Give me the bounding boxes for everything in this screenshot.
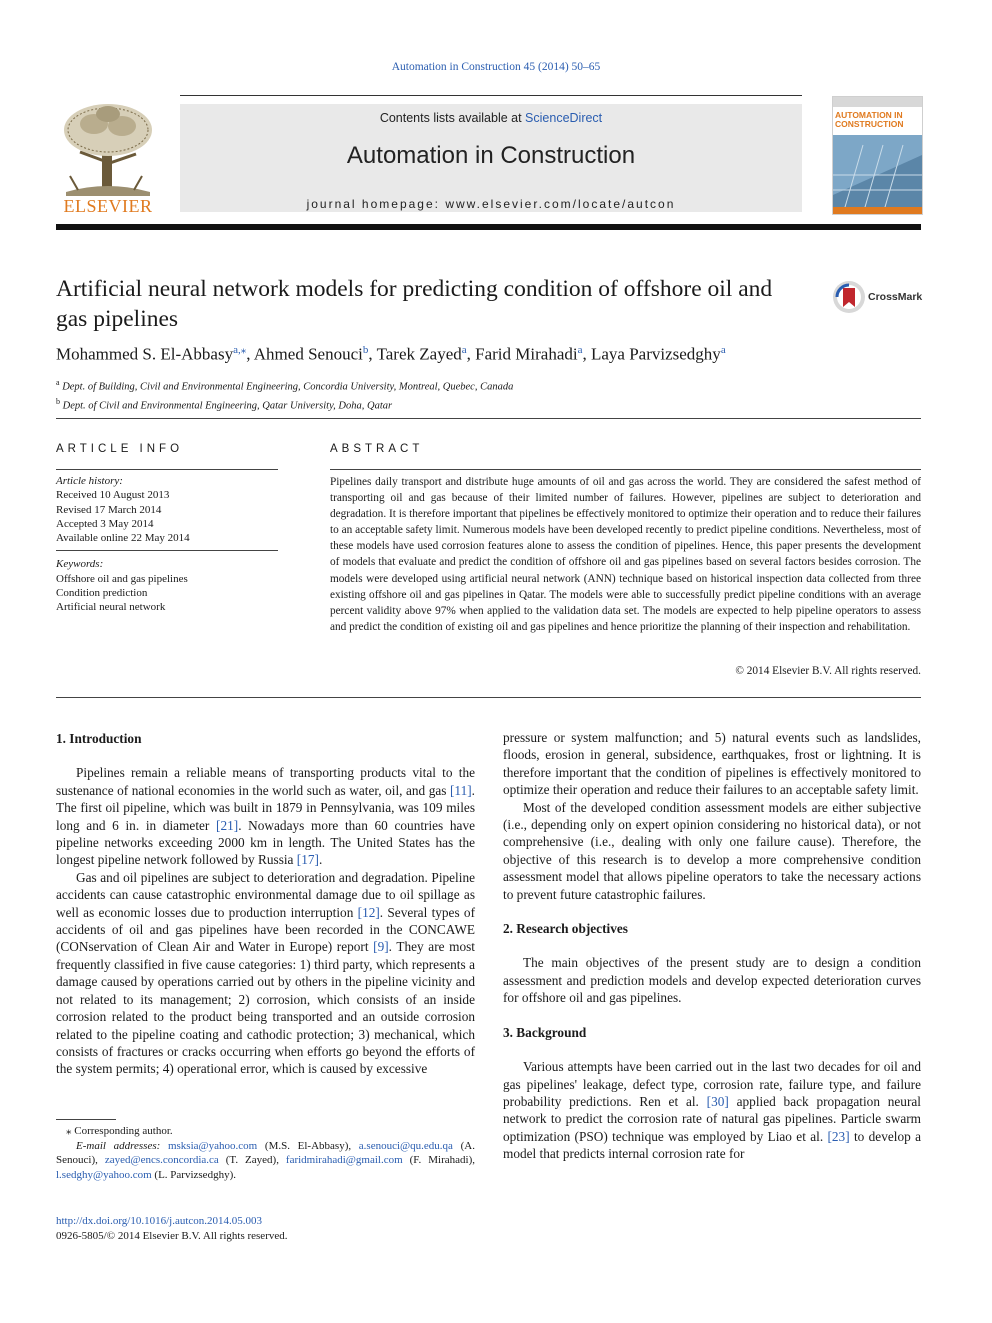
author-affiliation-mark[interactable]: a,⁎ (233, 344, 247, 356)
journal-cover (832, 96, 923, 215)
paragraph: The main objectives of the present study are to design a condition assessment and prediction models and develop expected deterioration curves for offshore oil and gas pipelines. (503, 955, 921, 1006)
text-run: applied back propagation neural network to predict the corrosion rate of natural gas pipelines. Particle swarm optimization (PSO) technique was employed by Liao et al. (503, 1093, 921, 1144)
email-label: E-mail addresses: (76, 1139, 168, 1152)
affiliation-mark: a (56, 378, 60, 387)
info-rule (56, 469, 278, 470)
crossmark-icon (832, 280, 866, 314)
keyword-item: Artificial neural network (56, 601, 166, 614)
contents-prefix: Contents lists available at (379, 111, 526, 125)
elsevier-logo (56, 100, 160, 215)
author-name: Mohammed S. El-Abbasy (56, 344, 234, 364)
text-run: Pipelines remain a reliable means of transporting products vital to the sustenance of national economies in the world such as water, oil, and gas (56, 765, 475, 798)
abstract-divider (56, 697, 921, 698)
paragraph (503, 1058, 921, 1162)
cover-title-line2: CONSTRUCTION (835, 119, 904, 129)
author-affiliation-mark[interactable]: b (362, 344, 369, 356)
doi-link[interactable]: http://dx.doi.org/10.1016/j.autcon.2014.05.003 (56, 1215, 263, 1227)
text-run: to develop a model that predicts internal corrosion rate for (503, 1128, 921, 1162)
footnote-rule (56, 1119, 116, 1120)
elsevier-wordmark: ELSEVIER (63, 196, 153, 216)
email-owner: (F. Mirahadi), (402, 1154, 475, 1167)
affiliation-mark: b (56, 396, 60, 406)
sciencedirect-link[interactable]: ScienceDirect (525, 111, 603, 125)
email-link[interactable]: zayed@encs.concordia.ca (104, 1154, 219, 1167)
keyword-item: Condition prediction (56, 587, 148, 600)
text-run: . The first oil pipeline, which was built in 1879 in Pennsylvania, was 109 miles long and 6 in. in diameter (56, 782, 475, 833)
email-link[interactable]: l.sedghy@yahoo.com (56, 1169, 152, 1182)
contents-line (180, 111, 802, 125)
author-affiliation-mark[interactable]: a (720, 344, 726, 356)
citation-link[interactable]: [30] (706, 1093, 729, 1109)
text-run: . Several types of accidents of oil and gas pipelines have been recorded in the CONCAWE (CONservation of Clean Air and Water in Europe) report (56, 904, 475, 955)
doi-block (56, 1214, 476, 1244)
cover-image-icon (833, 135, 922, 214)
email-line (56, 1139, 475, 1183)
email-link[interactable]: a.senouci@qu.edu.qa (358, 1139, 453, 1152)
history-item: Available online 22 May 2014 (56, 532, 190, 545)
journal-masthead (180, 104, 802, 212)
abstract-rule (330, 469, 921, 470)
author-name: Laya Parvizsedghy (590, 344, 721, 364)
email-link[interactable]: msksia@yahoo.com (167, 1139, 258, 1152)
citation-link[interactable]: [23] (827, 1128, 850, 1144)
author-affiliation-mark[interactable]: a (461, 344, 467, 356)
issn-line: 0926-5805/© 2014 Elsevier B.V. All rights reserved. (56, 1230, 288, 1242)
keywords-rule (56, 550, 278, 551)
citation-link[interactable]: [17] (296, 852, 319, 868)
citation-link[interactable]: [11] (450, 782, 472, 798)
keywords-label: Keywords: (56, 558, 104, 571)
citation-link[interactable]: [21] (216, 817, 239, 833)
section-heading: 3. Background (503, 1024, 587, 1040)
corresponding-note: ⁎ Corresponding author. (66, 1125, 173, 1137)
author-list: Mohammed S. El-Abbasy$^{a,⁎}$, Ahmed Senouci$^b$, Tarek Zayed$^a$, Farid Mirahadi$^a$, Laya Parvizsedghy$^a$ (56, 344, 726, 364)
email-owner: (A. Senouci), (56, 1139, 475, 1167)
author-affiliation-mark[interactable]: a (577, 344, 583, 356)
crossmark-label: CrossMark (868, 291, 923, 303)
history-item: Accepted 3 May 2014 (56, 517, 154, 530)
text-run: . (318, 852, 323, 868)
email-owner: (M.S. El-Abbasy), (257, 1139, 359, 1152)
citation-link[interactable]: [12] (357, 904, 380, 920)
cover-top-band (833, 97, 922, 107)
email-link[interactable]: faridmirahadi@gmail.com (285, 1154, 403, 1167)
top-rule (180, 95, 802, 96)
affiliations (56, 376, 916, 413)
paragraph: Most of the developed condition assessment models are either subjective (i.e., depending only on expert opinion considering no historical data), or not comprehensive (i.e., dealing with only one failure cause). Therefore, the objective of this research is to develop a more comprehensive condition assessment model that allows pipeline operators to take the necessary actions to prevent future catastrophic failures. (503, 799, 921, 902)
author-name: Farid Mirahadi (475, 344, 578, 364)
article-info-heading: ARTICLE INFO (56, 443, 184, 455)
abstract-heading: ABSTRACT (330, 443, 424, 455)
author-name: Tarek Zayed (376, 344, 462, 364)
email-owner: (T. Zayed), (218, 1154, 286, 1167)
paragraph: pressure or system malfunction; and 5) natural events such as landslides, floods, erosion in general, subsidence, earthquakes, frost or lightning. It is therefore important that the condition of pipelines is effectively monitored to optimize their operation and reduce their failures to an acceptable safety limit. (503, 730, 921, 798)
journal-title: Automation in Construction (346, 142, 636, 169)
affiliation-text: Dept. of Building, Civil and Environmental Engineering, Concordia University, Montreal, Quebec, Canada (62, 381, 514, 393)
citation-link[interactable]: [9] (373, 939, 389, 955)
paragraph (56, 764, 475, 868)
cover-title (835, 111, 920, 129)
history-label: Article history: (56, 475, 123, 487)
text-run: Gas and oil pipelines are subject to deterioration and degradation. Pipeline accidents can cause catastrophic environmental damage due to oil spillage as well as economic losses due to production interruption (56, 869, 475, 920)
footnote (56, 1124, 475, 1183)
author-name: Ahmed Senouci (253, 344, 363, 364)
cover-title-line1: AUTOMATION IN (835, 110, 903, 120)
affiliation-text: Dept. of Civil and Environmental Engineering, Qatar University, Doha, Qatar (62, 400, 393, 411)
affiliation-item (56, 376, 916, 395)
paragraph (56, 869, 475, 1078)
history-item: Revised 17 March 2014 (56, 503, 162, 516)
abstract-text: Pipelines daily transport and distribute huge amounts of oil and gas across the world. They are considered the safest method of transporting oil and gas because of their limited number of failures. However, pipelines are subject to deterioration and degradation. It is therefore important that pipelines be effectively monitored to optimize their operation and to reduce their failures to an acceptable safety limit. Numerous models have been developed recently to predict pipeline conditions. Nevertheless, most of these models have used corrosion features alone to assess the condition of pipelines. Hence, this paper presents the development of models that evaluate and predict the condition of offshore oil and gas pipelines based on several factors besides corrosion. The models were developed using artificial neural network (ANN) technique based on historical inspection data collected from three existing offshore oil and gas pipelines in Qatar. The models were able to successfully predict pipeline conditions with an average percent validity above 97% when applied to the validation data set. The models are expected to help pipeline operators to assess and predict the condition of existing oil and gas pipelines and hence prioritize the planning of their inspection and rehabilitation. (330, 476, 921, 633)
history-item: Received 10 August 2013 (56, 489, 170, 502)
section-heading: 1. Introduction (56, 731, 142, 746)
body-column-right (503, 729, 921, 1163)
email-owner: (L. Parvizsedghy). (151, 1169, 236, 1182)
crossmark-badge[interactable] (832, 280, 932, 316)
text-run: . Nowadays more than 60 countries have pipeline networks exceeding 2000 km in length. The United States has the longest pipeline network followed by Russia (56, 817, 475, 868)
article-title: Artificial neural network models for predicting condition of offshore oil and gas pipelines (56, 276, 773, 332)
abstract-copyright: © 2014 Elsevier B.V. All rights reserved. (735, 665, 921, 677)
affiliation-item (56, 395, 916, 414)
keyword-item: Offshore oil and gas pipelines (56, 572, 188, 585)
text-run: Various attempts have been carried out in the last two decades for oil and gas pipelines' leakage, defect type, corrosion rate, failure type, and failure probability predictions. Ren et al. (503, 1059, 921, 1109)
journal-homepage[interactable]: journal homepage: www.elsevier.com/locate/autcon (306, 197, 676, 211)
article-info (56, 474, 278, 615)
body-column-left (56, 730, 475, 1078)
running-head[interactable]: Automation in Construction 45 (2014) 50–65 (391, 61, 601, 73)
section-heading: 2. Research objectives (503, 921, 628, 937)
masthead-rule (56, 224, 921, 230)
title-divider (56, 418, 921, 419)
text-run: . They are most frequently classified in five cause categories: 1) third party, which represents a damage caused by operations carried out by others in the pipeline vicinity and not related to its management; 2) corrosion, which consists of an inside corrosion related to the product being transported and an outside corrosion related to the pipeline coating and cathodic protection; 3) mechanical, which consists of fractures or cracks occurring when efforts go beyond the efforts of the system permits; 4) operational error, which is caused by excessive (56, 939, 475, 1077)
